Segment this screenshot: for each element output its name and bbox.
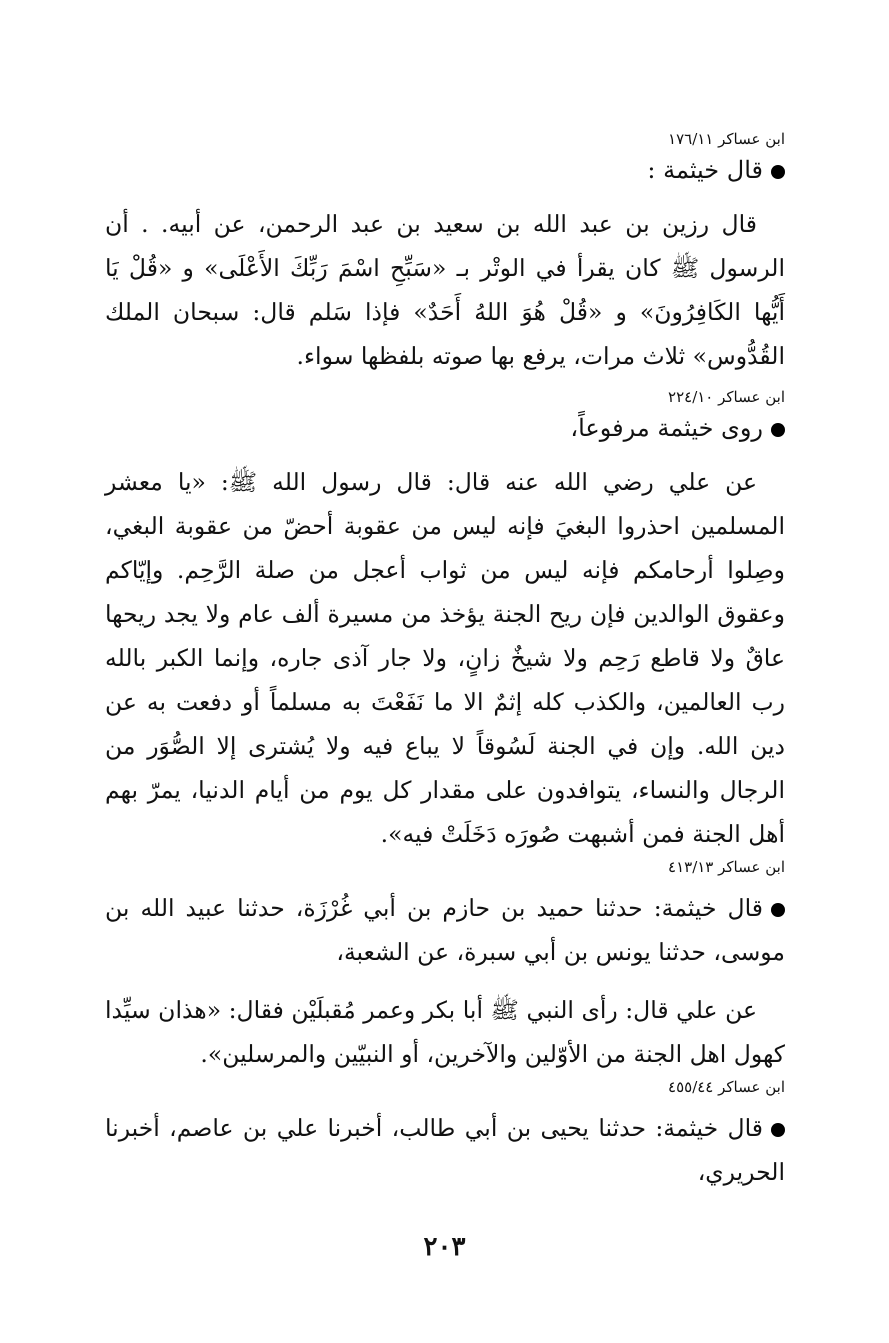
hadith-paragraph: عن علي قال: رأى النبي ﷺ أبا بكر وعمر مُقبلَيْن فقال: «هذان سيِّدا كهول اهل الجنة من الأوّلين والآخرين، أو النبيّين والمرسلين». bbox=[105, 996, 785, 1068]
bullet-text: قال خيثمة: حدثنا يحيى بن أبي طالب، أخبرنا علي بن عاصم، أخبرنا الحريري، bbox=[105, 1114, 785, 1186]
hadith-paragraph: عن علي رضي الله عنه قال: قال رسول الله ﷺ: «يا معشر المسلمين احذروا البغيَ فإنه ليس من عقوبة أحضّ من عقوبة البغي، وصِلوا أرحامكم فإنه ليس من ثواب أعجل من صلة الرَّحِم. وإيّاكم وعقوق الوالدين فإن ريح الجنة يؤخذ من مسيرة ألف عام ولا يجد ريحها عاقٌ ولا قاطع رَحِم ولا شيخٌ زانٍ، ولا جار آذى جاره، وإنما الكبر بالله رب العالمين، والكذب كله إثمٌ الا ما نَفَعْتَ به مسلماً أو دفعت به عن دين الله. وإن في الجنة لَسُوقاً لا يباع فيه ولا يُشترى إلا الصُّوَر من الرجال والنساء، يتوافدون على مقدار كل يوم من أيام الدنيا، يمرّ بهم أهل الجنة فمن أشبهت صُورَه دَخَلَتْ فيه». bbox=[105, 468, 785, 848]
page-number: ٢٠٣ bbox=[423, 1232, 466, 1262]
bullet-text: قال خيثمة: حدثنا حميد بن حازم بن أبي غُرْزَة، حدثنا عبيد الله بن موسى، حدثنا يونس بن أبي سبرة، عن الشعبة، bbox=[105, 894, 785, 966]
bullet-icon bbox=[771, 423, 785, 437]
page-content bbox=[105, 128, 785, 1194]
source-citation: ابن عساكر ٤٥٥/٤٤ bbox=[668, 1078, 785, 1096]
source-citation: ابن عساكر ٢٢٤/١٠ bbox=[668, 388, 785, 406]
bullet-text: روى خيثمة مرفوعاً، bbox=[570, 414, 763, 442]
bullet-heading bbox=[105, 150, 785, 190]
bullet-text: قال خيثمة : bbox=[647, 156, 763, 184]
hadith-paragraph: قال رزين بن عبد الله بن سعيد بن عبد الرحمن، عن أبيه. . أن الرسول ﷺ كان يقرأ في الوتْر بـ «سَبِّحِ اسْمَ رَبِّكَ الأَعْلَى» و «قُلْ يَا أَيُّها الكَافِرُونَ» و «قُلْ هُوَ اللهُ أَحَدٌ» فإذا سَلم قال: سبحان الملك القُدُّوس» ثلاث مرات، يرفع بها صوته بلفظها سواء. bbox=[105, 210, 785, 370]
bullet-icon bbox=[771, 165, 785, 179]
bullet-heading bbox=[105, 408, 785, 448]
bullet-paragraph bbox=[105, 886, 785, 974]
bullet-paragraph bbox=[105, 1106, 785, 1194]
bullet-icon bbox=[771, 903, 785, 917]
bullet-icon bbox=[771, 1123, 785, 1137]
source-citation: ابن عساكر ٤١٣/١٣ bbox=[668, 858, 785, 876]
source-citation: ابن عساكر ١٧٦/١١ bbox=[668, 130, 785, 148]
